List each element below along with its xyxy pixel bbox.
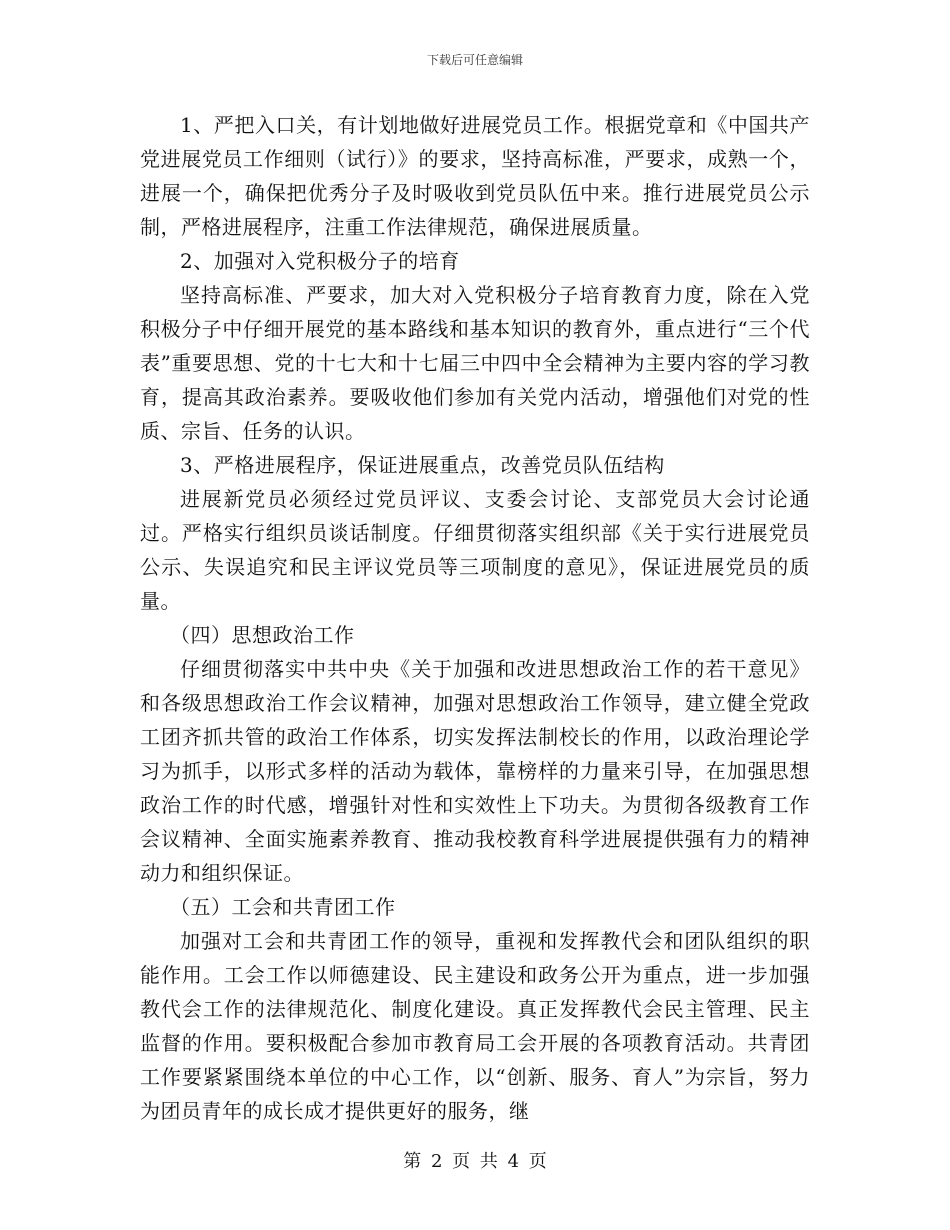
paragraph-4: 仔细贯彻落实中共中央《关于加强和改进思想政治工作的若干意见》和各级思想政治工作会议精神，加强对思想政治工作领导，建立健全党政工团齐抓共管的政治工作体系，切实发挥法制校长的作用，以政治理论学习为抓手，以形式多样的活动为载体，靠榜样的力量来引导，在加强思想政治工作的时代感，增强针对性和实效性上下功夫。为贯彻各级教育工作会议精神、全面实施素养教育、推动我校教育科学进展提供强有力的精神动力和组织保证。: [140, 657, 810, 885]
paragraph-3: 进展新党员必须经过党员评议、支委会讨论、支部党员大会讨论通过。严格实行组织员谈话制度。仔细贯彻落实组织部《关于实行进展党员公示、失误追究和民主评议党员等三项制度的意见》，保证进展党员的质量。: [140, 487, 810, 613]
section-heading-4: （四）思想政治工作: [170, 623, 355, 647]
paragraph-2: 坚持高标准、严要求，加大对入党积极分子培育教育力度，除在入党积极分子中仔细开展党的基本路线和基本知识的教育外，重点进行“三个代表”重要思想、党的十七大和十七届三中四中全会精神为主要内容的学习教育，提高其政治素养。要吸收他们参加有关党内活动，增强他们对党的性质、宗旨、任务的认识。: [140, 283, 810, 443]
paragraph-5: 加强对工会和共青团工作的领导，重视和发挥教代会和团队组织的职能作用。工会工作以师德建设、民主建设和政务公开为重点，进一步加强教代会工作的法律规范化、制度化建设。真正发挥教代会民主管理、民主监督的作用。要积极配合参加市教育局工会开展的各项教育活动。共青团工作要紧紧围绕本单位的中心工作，以“创新、服务、育人”为宗旨，努力为团员青年的成长成才提供更好的服务，继: [140, 929, 810, 1123]
paragraph-1: 1、严把入口关，有计划地做好进展党员工作。根据党章和《中国共产党进展党员工作细则（试行）》的要求，坚持高标准，严要求，成熟一个，进展一个，确保把优秀分子及时吸收到党员队伍中来。推行进展党员公示制，严格进展程序，注重工作法律规范，确保进展质量。: [140, 113, 810, 239]
subheading-2: 2、加强对入党积极分子的培育: [180, 249, 460, 273]
subheading-3: 3、严格进展程序，保证进展重点，改善党员队伍结构: [180, 453, 665, 477]
document-body: [140, 108, 810, 1128]
page-number: 第 2 页 共 4 页: [403, 1151, 547, 1172]
header-note: 下载后可任意编辑: [426, 53, 523, 67]
section-heading-5: （五）工会和共青团工作: [170, 895, 396, 919]
